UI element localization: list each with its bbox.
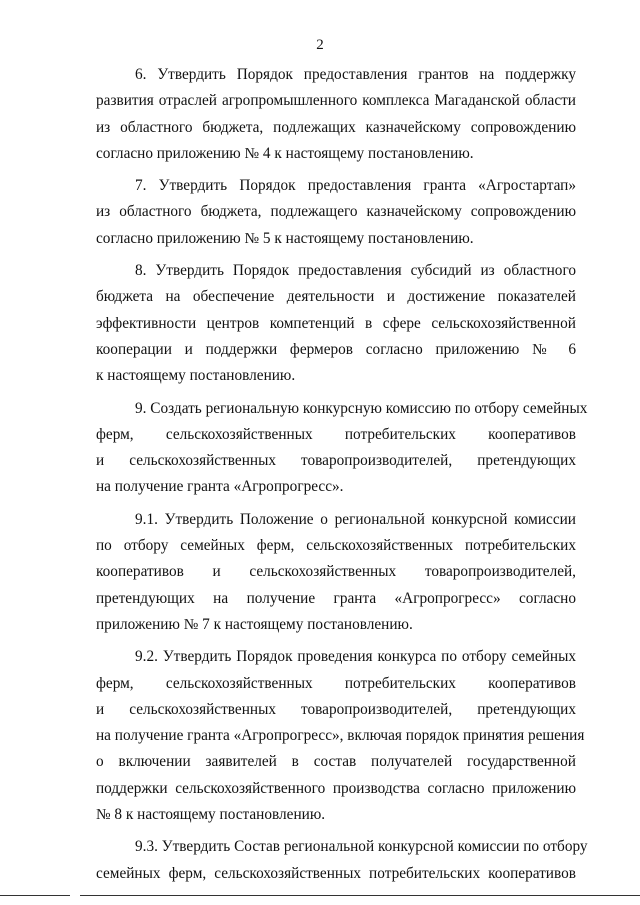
text-line: 9.3. Утвердить Состав региональной конкурсной комиссии по отбору	[135, 838, 588, 856]
text-line: ферм, сельскохозяйственных потребительских кооперативов	[96, 425, 576, 443]
text-line: и сельскохозяйственных товаропроизводителей, претендующих	[96, 452, 576, 470]
text-line: из областного бюджета, подлежащих казначейскому сопровождению	[96, 118, 576, 136]
text-line: эффективности центров компетенций в сфере сельскохозяйственной	[96, 314, 576, 332]
text-line: ферм, сельскохозяйственных потребительских кооперативов	[96, 674, 576, 692]
text-line: 9.2. Утвердить Порядок проведения конкурса по отбору семейных	[135, 648, 576, 666]
text-line: на получение гранта «Агропрогресс», включая порядок принятия решения	[96, 727, 585, 745]
page-bottom-edge	[0, 895, 70, 896]
text-line: 9. Создать региональную конкурсную комиссию по отбору семейных	[135, 399, 588, 417]
paragraph-9-3	[96, 834, 588, 887]
text-line: претендующих на получение гранта «Агропрогресс» согласно	[96, 589, 576, 607]
text-line: согласно приложению № 4 к настоящему постановлению.	[96, 144, 474, 162]
text-line: 9.1. Утвердить Положение о региональной конкурсной комиссии	[135, 510, 576, 528]
text-line: 7. Утвердить Порядок предоставления гранта «Агростартап»	[135, 177, 576, 195]
text-line: развития отраслей агропромышленного комплекса Магаданской области	[96, 92, 576, 110]
text-line: 8. Утвердить Порядок предоставления субсидий из областного	[135, 262, 576, 280]
text-line: приложению № 7 к настоящему постановлению.	[96, 615, 413, 633]
text-line: кооперативов и сельскохозяйственных товаропроизводителей,	[96, 563, 576, 581]
paragraph-8	[96, 258, 576, 389]
text-line: бюджета на обеспечение деятельности и достижение показателей	[96, 288, 576, 306]
document-body	[96, 62, 588, 887]
paragraph-9-2	[96, 644, 585, 828]
text-line: 6. Утвердить Порядок предоставления грантов на поддержку	[135, 66, 576, 83]
paragraph-6	[96, 62, 576, 167]
page-bottom-edge	[80, 895, 640, 896]
text-line: № 8 к настоящему постановлению.	[96, 806, 326, 824]
paragraph-7	[96, 173, 576, 252]
text-line: из областного бюджета, подлежащего казначейскому сопровождению	[96, 203, 576, 221]
text-line: на получение гранта «Агропрогресс».	[96, 478, 344, 496]
text-line: поддержки сельскохозяйственного производства согласно приложению	[96, 779, 576, 797]
text-line: семейных ферм, сельскохозяйственных потребительских кооперативов	[96, 864, 576, 882]
text-line: по отбору семейных ферм, сельскохозяйственных потребительских	[96, 537, 576, 555]
text-line: согласно приложению № 5 к настоящему постановлению.	[96, 229, 474, 247]
text-line: о включении заявителей в состав получателей государственной	[96, 753, 576, 771]
paragraph-9	[96, 396, 588, 501]
text-line: кооперации и поддержки фермеров согласно приложению № 6	[96, 340, 576, 358]
paragraph-9-1	[96, 507, 576, 638]
page-number: 2	[316, 37, 324, 53]
text-line: и сельскохозяйственных товаропроизводителей, претендующих	[96, 700, 576, 718]
text-line: к настоящему постановлению.	[96, 367, 296, 385]
